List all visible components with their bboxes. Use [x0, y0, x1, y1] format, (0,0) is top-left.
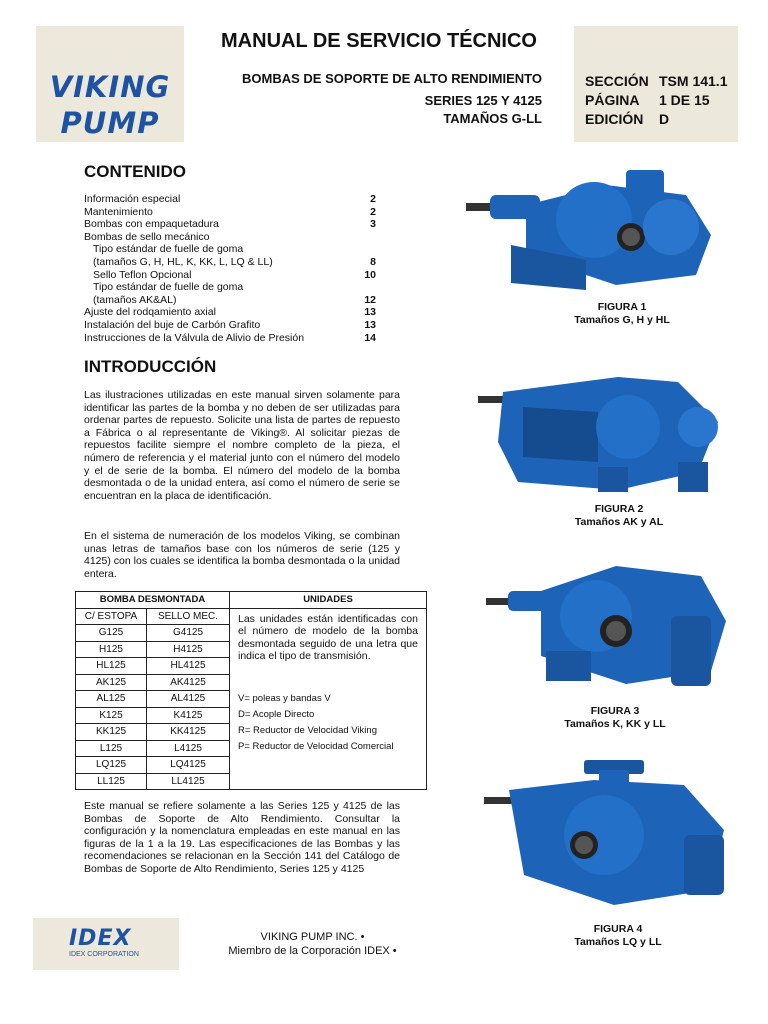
figure-4-caption	[528, 923, 708, 949]
toc-item-page: 13	[364, 306, 376, 319]
col-header-bomba: BOMBA DESMONTADA	[76, 592, 230, 609]
model-cell: LQ125	[76, 757, 147, 774]
units-description-cell	[230, 608, 427, 790]
model-cell: KK125	[76, 724, 147, 741]
intro-paragraph-2: En el sistema de numeración de los modelos Viking, se combinan unas letras de tamaños base con los números de serie (125 y 4125) con los cuales se identifica la bomba desmontada o la unidad entera.	[84, 530, 400, 580]
meta-page	[585, 92, 710, 108]
subtitle-line-1: BOMBAS DE SOPORTE DE ALTO RENDIMIENTO	[242, 71, 542, 86]
contents-heading: CONTENIDO	[84, 162, 186, 181]
model-cell: HL4125	[147, 658, 230, 675]
toc-item-text: Tipo estándar de fuelle de goma	[93, 243, 244, 256]
viking-pump-logo	[36, 26, 184, 142]
figure-3-caption	[525, 705, 705, 731]
figure-1-text: Tamaños G, H y HL	[574, 314, 670, 326]
footer-line-2: Miembro de la Corporación IDEX •	[228, 945, 397, 957]
meta-label: SECCIÓN	[585, 73, 649, 89]
toc-item-page: 13	[364, 318, 376, 331]
toc-item-text: Sello Teflon Opcional	[93, 268, 192, 281]
meta-value: 1 DE 15	[659, 92, 710, 108]
figure-3-label: FIGURA 3	[590, 705, 640, 717]
model-cell: HL125	[76, 658, 147, 675]
figure-2-label: FIGURA 2	[594, 503, 644, 515]
toc-item-text: (tamaños AK&AL)	[93, 293, 177, 306]
toc-item[interactable]	[84, 306, 376, 319]
figure-3-text: Tamaños K, KK y LL	[564, 718, 666, 730]
toc-item[interactable]	[84, 319, 376, 332]
meta-value: TSM 141.1	[659, 73, 728, 89]
model-cell: AK125	[76, 674, 147, 691]
model-cell: G125	[76, 625, 147, 642]
model-cell: AL125	[76, 691, 147, 708]
toc-item[interactable]	[84, 256, 376, 269]
meta-value: D	[659, 111, 670, 127]
toc-item[interactable]	[84, 218, 376, 231]
toc-item[interactable]	[84, 206, 376, 219]
toc-item-text: Ajuste del rodqamiento axial	[84, 306, 216, 319]
toc-item-page: 12	[364, 293, 376, 306]
model-cell: AK4125	[147, 674, 230, 691]
toc-item-text: Bombas con empaquetadura	[84, 218, 219, 231]
toc-item-text: Instalación del buje de Carbón Grafito	[84, 318, 261, 331]
toc-item-text: Instrucciones de la Válvula de Alivio de Presión	[84, 331, 305, 344]
pump-image-figure-3	[486, 556, 732, 691]
toc-item-page: 3	[370, 218, 376, 231]
document-title: MANUAL DE SERVICIO TÉCNICO	[221, 30, 537, 52]
legend-d: D= Acople Directo	[238, 708, 315, 720]
toc-item[interactable]	[84, 193, 376, 206]
logo-line-2: PUMP	[60, 106, 160, 140]
subtitle-line-3: TAMAÑOS G-LL	[443, 111, 542, 126]
legend-r: R= Reductor de Velocidad Viking	[238, 724, 377, 736]
subheader-estopa: C/ ESTOPA	[76, 608, 147, 625]
figure-2-caption	[529, 503, 709, 529]
intro-heading: INTRODUCCIÓN	[84, 357, 217, 376]
logo-line-1: VIKING	[49, 70, 171, 104]
transmission-legend	[238, 691, 418, 755]
idex-logo-subtext: IDEX CORPORATION	[69, 951, 139, 958]
toc-item-text: Tipo estándar de fuelle de goma	[93, 281, 244, 294]
toc-item[interactable]	[84, 281, 376, 294]
idex-logo-text: IDEX	[69, 926, 132, 951]
model-cell: G4125	[147, 625, 230, 642]
model-cell: K125	[76, 707, 147, 724]
meta-label: PÁGINA	[585, 92, 640, 108]
model-cell: H4125	[147, 641, 230, 658]
idex-logo	[33, 918, 179, 970]
toc-item-text: Información especial	[84, 193, 181, 205]
toc-item[interactable]	[84, 269, 376, 282]
pump-image-figure-1	[466, 165, 718, 300]
toc-item-page: 2	[370, 193, 376, 205]
toc-item-text: Mantenimiento	[84, 205, 153, 218]
pump-image-figure-2	[478, 372, 728, 500]
toc-item[interactable]	[84, 332, 376, 345]
footer-line-1: VIKING PUMP INC. •	[260, 931, 365, 943]
subheader-sello: SELLO MEC.	[147, 608, 230, 625]
table-of-contents	[84, 193, 376, 344]
intro-paragraph-1: Las ilustraciones utilizadas en este manual sirven solamente para identificar las partes de la bomba y no deben de ser utilizadas para ordenar partes de repuesto. Solicite una lista de partes de repuesto a Fábrica o al representante de Viking®. Al solicitar piezas de repuestos facilite siempre el nombre completo de la pieza, el número de referencia y el material junto con el número del modelo y el de serie de la bomba. El número del modelo de la bomba desmontada o de la unidad entera, así como el número de serie se encuentran en la placa de identificación.	[84, 389, 400, 502]
model-cell: LL125	[76, 773, 147, 790]
toc-item-page: 14	[364, 331, 376, 344]
model-cell: AL4125	[147, 691, 230, 708]
figure-1-caption	[532, 301, 712, 327]
model-cell: LQ4125	[147, 757, 230, 774]
toc-item-page: 2	[370, 205, 376, 218]
pump-image-figure-4	[484, 755, 732, 910]
units-text: Las unidades están identificadas con el número de modelo de la bomba desmontada seguido de una letra que indica el tipo de transmisión.	[238, 612, 418, 663]
toc-item[interactable]	[84, 243, 376, 256]
model-cell: LL4125	[147, 773, 230, 790]
meta-label: EDICIÓN	[585, 111, 644, 127]
toc-item-page: 8	[370, 255, 376, 268]
figure-4-text: Tamaños LQ y LL	[574, 936, 662, 948]
toc-item-text: (tamaños G, H, HL, K, KK, L, LQ & LL)	[93, 255, 273, 268]
model-cell: KK4125	[147, 724, 230, 741]
figure-2-text: Tamaños AK y AL	[574, 516, 664, 528]
legend-p: P= Reductor de Velocidad Comercial	[238, 740, 394, 752]
model-cell: L125	[76, 740, 147, 757]
toc-item[interactable]	[84, 294, 376, 307]
meta-section	[585, 73, 727, 89]
footer-text	[190, 930, 435, 958]
subtitle-line-2: SERIES 125 Y 4125	[424, 93, 542, 108]
intro-paragraph-3: Este manual se refiere solamente a las Series 125 y 4125 de las Bombas de Soporte de Alto Rendimiento. Consultar la configuración y la nomenclatura empleadas en este manual en las figuras de la 1 a la 19. Las especificaciones de las Bombas y las recomendaciones se relacionan en la Sección 141 del Catálogo de Bombas de Soporte de Alto Rendimiento, Series 125 y 4125	[84, 800, 400, 875]
legend-v: V= poleas y bandas V	[238, 692, 331, 704]
figure-1-label: FIGURA 1	[597, 301, 647, 313]
model-table	[75, 591, 427, 790]
toc-item[interactable]	[84, 231, 376, 244]
toc-item-page: 10	[364, 268, 376, 281]
toc-item-text: Bombas de sello mecánico	[84, 230, 210, 243]
figure-4-label: FIGURA 4	[593, 923, 643, 935]
col-header-unidades: UNIDADES	[230, 592, 427, 609]
meta-edition	[585, 111, 669, 127]
model-cell: K4125	[147, 707, 230, 724]
model-cell: H125	[76, 641, 147, 658]
model-cell: L4125	[147, 740, 230, 757]
